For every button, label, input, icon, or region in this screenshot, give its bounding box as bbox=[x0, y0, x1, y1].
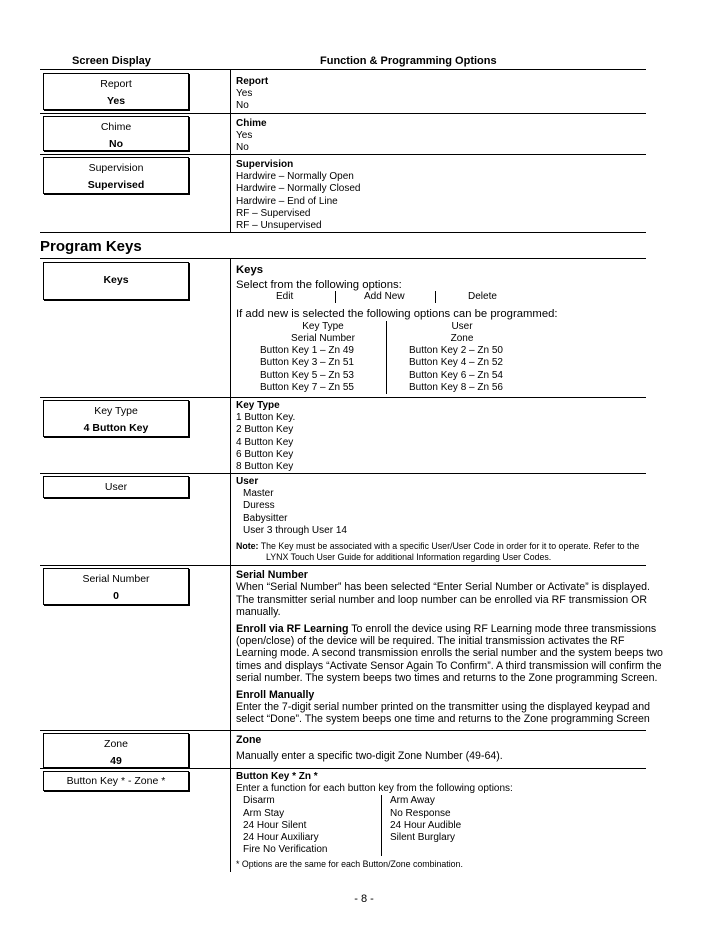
button-key-label: Button Key * - Zone * bbox=[66, 775, 166, 787]
supervision-row bbox=[40, 154, 646, 233]
zone-row bbox=[40, 730, 646, 769]
zone-description: Zone Manually enter a specific two-digit Zone Number (49-64). bbox=[236, 734, 503, 762]
page-number: - 8 - bbox=[354, 893, 374, 905]
key-type-screen-box bbox=[43, 400, 189, 437]
section-title: Program Keys bbox=[40, 238, 142, 255]
button-key-row bbox=[40, 768, 646, 872]
delete-option: Delete bbox=[468, 291, 497, 303]
button-key-screen-box bbox=[43, 771, 189, 791]
button-key-functions: Disarm Arm Away Arm Stay No Response 24 Hour Silent 24 Hour Audible 24 Hour Auxiliary Silent Burglary Fire No Verification bbox=[243, 795, 462, 856]
keys-screen-box bbox=[43, 262, 189, 300]
add-new-option: Add New bbox=[364, 291, 405, 303]
keys-options: Keys Select from the following options: Edit Add New Delete If add new is selected the following options can be programmed: Key Type User Serial Number Zone Button Key 1 – Zn 49 Button Key 2 – Zn 50 Button Key 3 – Zn 51 Button Key 4 – Zn 52 Button Key 5 – Zn 53 Button Key 6 – Zn 54 Button Key 7 – Zn 55 Button Key 8 – Zn 56 bbox=[236, 264, 644, 394]
keys-label: Keys bbox=[103, 274, 129, 286]
function-options-header: Function & Programming Options bbox=[320, 55, 497, 67]
keys-action-options bbox=[236, 291, 644, 304]
keys-programmable-options: Key Type User Serial Number Zone Button Key 1 – Zn 49 Button Key 2 – Zn 50 Button Key 3 – Zn 51 Button Key 4 – Zn 52 Button Key 5 – Zn 53 Button Key 6 – Zn 54 Button Key 7 – Zn 55 Button Key 8 – Zn 56 bbox=[260, 320, 503, 393]
key-type-options: Key Type 1 Button Key. 2 Button Key 4 Button Key 6 Button Key 8 Button Key bbox=[236, 400, 296, 473]
supervision-options: Supervision Hardwire – Normally Open Hardwire – Normally Closed Hardwire – End of Line RF – Supervised RF – Unsupervised bbox=[236, 159, 361, 232]
user-label: User bbox=[104, 481, 128, 493]
zone-screen-box bbox=[43, 733, 189, 768]
user-row bbox=[40, 473, 646, 566]
chime-options: Chime Yes No bbox=[236, 118, 267, 154]
serial-number-screen-box bbox=[43, 568, 189, 605]
button-key-options: Button Key * Zn * Enter a function for each button key from the following options: Disarm Arm Away Arm Stay No Response 24 Hour Silent 24 Hour Audible 24 Hour Auxiliary Silent Burglary Fire No Verification * Options are the same for each Button/Zone combination. bbox=[236, 771, 682, 870]
report-label: Report bbox=[100, 78, 132, 90]
chime-screen-box bbox=[43, 116, 189, 151]
edit-option: Edit bbox=[276, 291, 294, 303]
keys-row bbox=[40, 259, 646, 398]
key-type-row bbox=[40, 397, 646, 474]
report-row bbox=[40, 70, 646, 114]
report-value: Yes bbox=[106, 95, 126, 107]
supervision-label: Supervision bbox=[88, 162, 144, 174]
supervision-value: Supervised bbox=[87, 179, 145, 191]
user-options: User Master Duress Babysitter User 3 through User 14 Note: The Key must be associated with a specific User/User Code in order for it to operate. Refer to the LYNX Touch User Guide for additional Information regarding User Codes. bbox=[236, 476, 682, 563]
chime-label: Chime bbox=[100, 121, 132, 133]
serial-number-label: Serial Number bbox=[82, 573, 150, 585]
report-options: Report Yes No bbox=[236, 76, 269, 112]
user-note: Note: The Key must be associated with a specific User/User Code in order for it to operate. Refer to the LYNX Touch User Guide for additional Information regarding User Codes. bbox=[236, 541, 640, 563]
serial-number-row bbox=[40, 565, 663, 731]
zone-value: 49 bbox=[110, 755, 122, 767]
chime-value: No bbox=[109, 138, 123, 150]
key-type-label: Key Type bbox=[94, 405, 138, 417]
serial-number-value: 0 bbox=[113, 590, 119, 602]
serial-number-description: Serial Number When “Serial Number” has been selected “Enter Serial Number or Activate” is displayed. The transmitter serial number and loop number can be enrolled via RF transmission OR manually. Enroll via RF Learning To enroll the device using RF Learning mode three transmissions (open/close) of the device will be required. The initial transmission activates the RF Learning mode. A second transmission enrolls the serial number and the system beeps two times and displays “Activate Sensor Again To Confirm”. A third transmission will confirm the serial number. The system beeps two times and returns to the Zone programming Screen. Enroll Manually Enter the 7-digit serial number printed on the transmitter using the displayed keypad and select “Done”. The system beeps one time and returns to the Zone programming Screen bbox=[236, 569, 663, 726]
chime-row bbox=[40, 113, 646, 155]
supervision-screen-box bbox=[43, 157, 189, 194]
user-screen-box bbox=[43, 476, 189, 498]
screen-display-header: Screen Display bbox=[72, 55, 151, 67]
button-key-footnote: * Options are the same for each Button/Zone combination. bbox=[236, 859, 463, 870]
zone-label: Zone bbox=[104, 738, 128, 750]
key-type-value: 4 Button Key bbox=[83, 422, 149, 434]
report-screen-box bbox=[43, 73, 189, 110]
